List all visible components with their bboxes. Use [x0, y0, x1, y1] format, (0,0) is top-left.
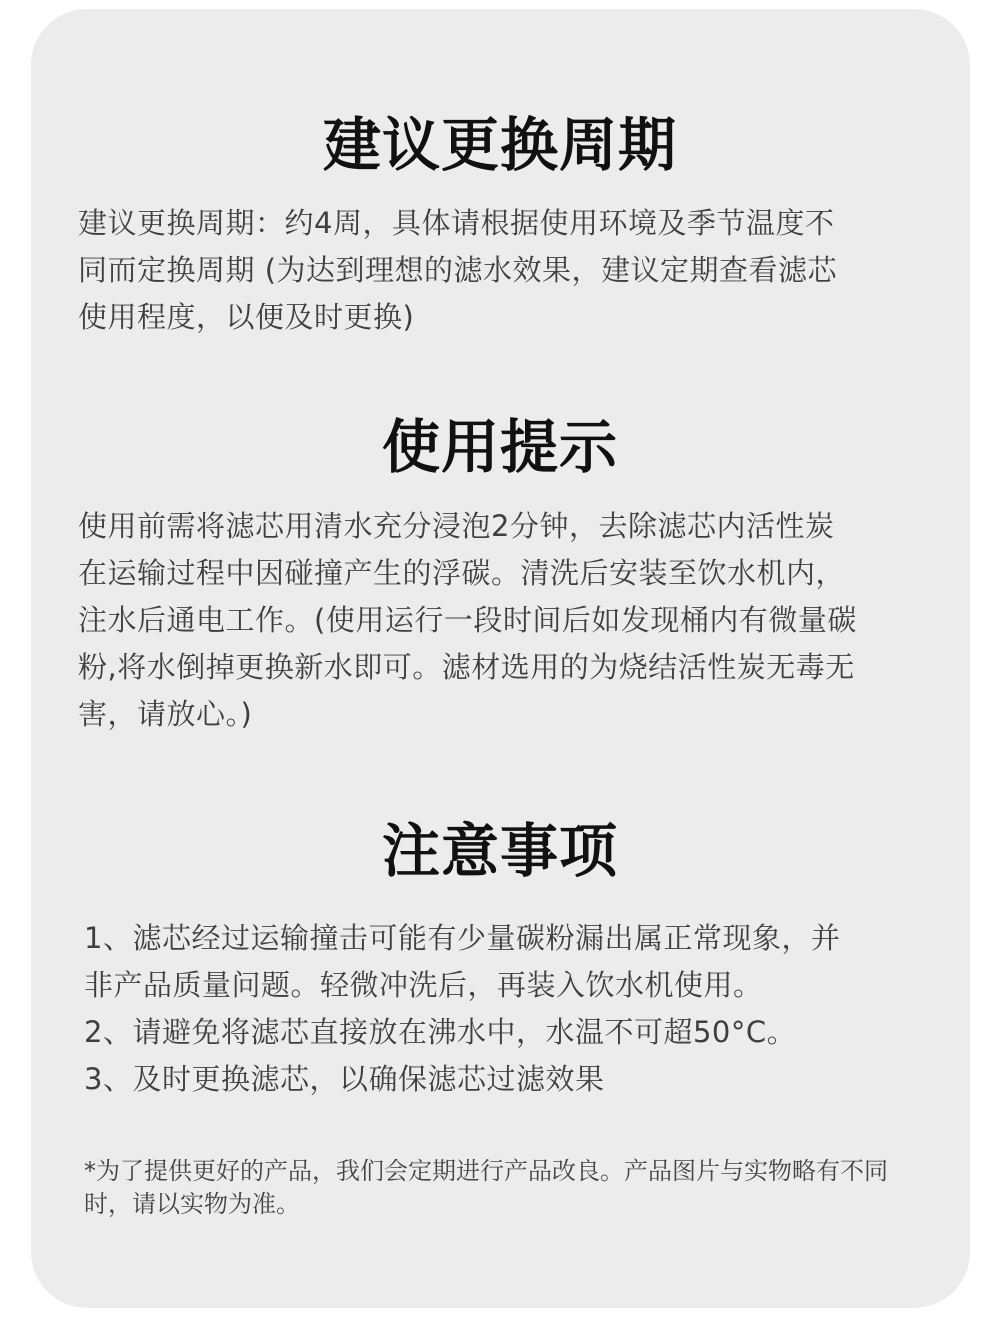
replacement-cycle-text — [78, 200, 938, 341]
text-line: 使用前需将滤芯用清水充分浸泡2分钟，去除滤芯内活性炭 — [78, 509, 835, 543]
footnote-line: *为了提供更好的产品，我们会定期进行产品改良。产品图片与实物略有不同 — [84, 1157, 888, 1185]
text-line: 注水后通电工作。(使用运行一段时间后如发现桶内有微量碳 — [78, 603, 857, 637]
list-item: 非产品质量问题。轻微冲洗后，再装入饮水机使用。 — [84, 968, 763, 1002]
usage-tips-title: 使用提示 — [381, 413, 618, 481]
list-item: 3、及时更换滤芯，以确保滤芯过滤效果 — [84, 1062, 605, 1096]
text-line: 使用程度，以便及时更换) — [78, 300, 415, 334]
list-item: 1、滤芯经过运输撞击可能有少量碳粉漏出属正常现象，并 — [84, 921, 841, 955]
text-line: 在运输过程中因碰撞产生的浮碳。清洗后安装至饮水机内， — [78, 556, 846, 590]
text-line: 同而定换周期 (为达到理想的滤水效果，建议定期查看滤芯 — [78, 253, 838, 287]
text-line: 粉,将水倒掉更换新水即可。滤材选用的为烧结活性炭无毒无 — [78, 650, 855, 684]
precautions-list — [84, 915, 934, 1103]
replacement-cycle-title: 建议更换周期 — [322, 111, 677, 179]
text-line: 害，请放心。) — [78, 697, 253, 731]
disclaimer-footnote — [84, 1155, 954, 1221]
usage-tips-text — [78, 503, 938, 738]
precautions-title: 注意事项 — [381, 817, 618, 885]
list-item: 2、请避免将滤芯直接放在沸水中，水温不可超50°C。 — [84, 1015, 797, 1049]
footnote-line: 时，请以实物为准。 — [84, 1190, 300, 1218]
text-line: 建议更换周期：约4周，具体请根据使用环境及季节温度不 — [78, 206, 835, 240]
